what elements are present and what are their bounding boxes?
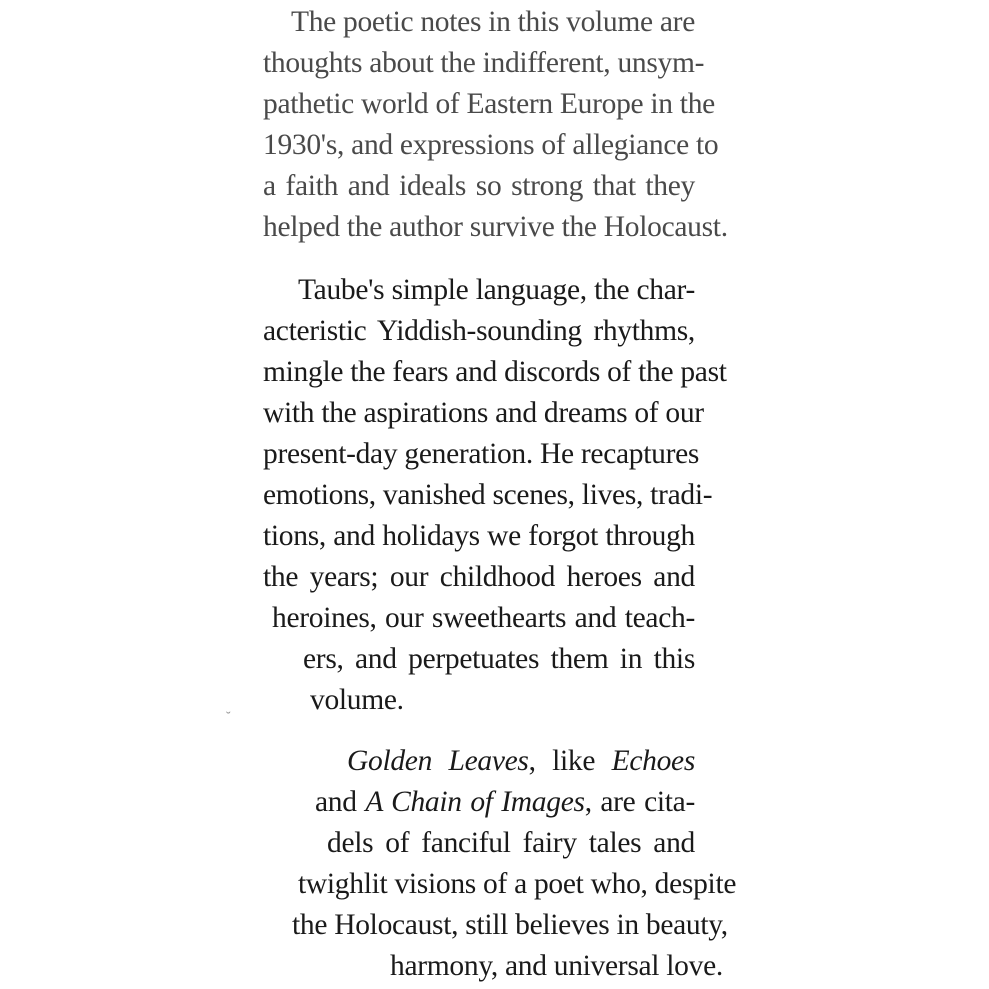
paragraph-3-line-2 xyxy=(315,782,695,823)
paragraph-2-line-6: emotions, vanished scenes, lives, tradi- xyxy=(263,479,713,511)
text-are-cita: , are cita- xyxy=(584,786,695,818)
title-golden-leaves: Golden Leaves xyxy=(347,745,529,777)
text-and: and xyxy=(315,786,366,818)
paragraph-2-line-10: ers, and perpetuates them in this xyxy=(303,643,695,675)
paragraph-1-line-4: 1930's, and expressions of allegiance to xyxy=(263,129,719,161)
paragraph-3-line-3: dels of fanciful fairy tales and xyxy=(327,827,695,859)
paragraph-3-line-4: twighlit visions of a poet who, despite xyxy=(298,868,737,900)
paragraph-2-line-7: tions, and holidays we forgot through xyxy=(263,520,695,552)
paragraph-1-line-3: pathetic world of Eastern Europe in the xyxy=(263,88,715,120)
paragraph-2-line-8: the years; our childhood heroes and xyxy=(263,561,695,593)
text-like: , like xyxy=(528,745,612,777)
margin-mark: ˘ xyxy=(226,710,231,725)
paragraph-2-line-4: with the aspirations and dreams of our xyxy=(263,397,704,429)
paragraph-1-line-2: thoughts about the indifferent, unsym- xyxy=(263,47,705,79)
paragraph-3-line-5: the Holocaust, still believes in beauty, xyxy=(292,909,728,941)
paragraph-2-line-3: mingle the fears and discords of the past xyxy=(263,356,727,388)
paragraph-1-line-5: a faith and ideals so strong that they xyxy=(263,170,695,202)
paragraph-1-line-6: helped the author survive the Holocaust. xyxy=(263,211,728,243)
title-echoes: Echoes xyxy=(611,745,695,777)
paragraph-3-line-1 xyxy=(347,741,695,782)
paragraph-2-line-5: present-day generation. He recaptures xyxy=(263,438,700,470)
paragraph-2-line-11: volume. xyxy=(310,684,404,716)
paragraph-2-line-2: acteristic Yiddish-sounding rhythms, xyxy=(263,315,695,347)
paragraph-2-line-9: heroines, our sweethearts and teach- xyxy=(272,602,695,634)
paragraph-3-line-6: harmony, and universal love. xyxy=(390,950,723,982)
paragraph-2-line-1: Taube's simple language, the char- xyxy=(298,274,695,306)
title-a-chain-of-images: A Chain of Images xyxy=(365,786,585,818)
paragraph-1-line-1: The poetic notes in this volume are xyxy=(290,6,695,38)
